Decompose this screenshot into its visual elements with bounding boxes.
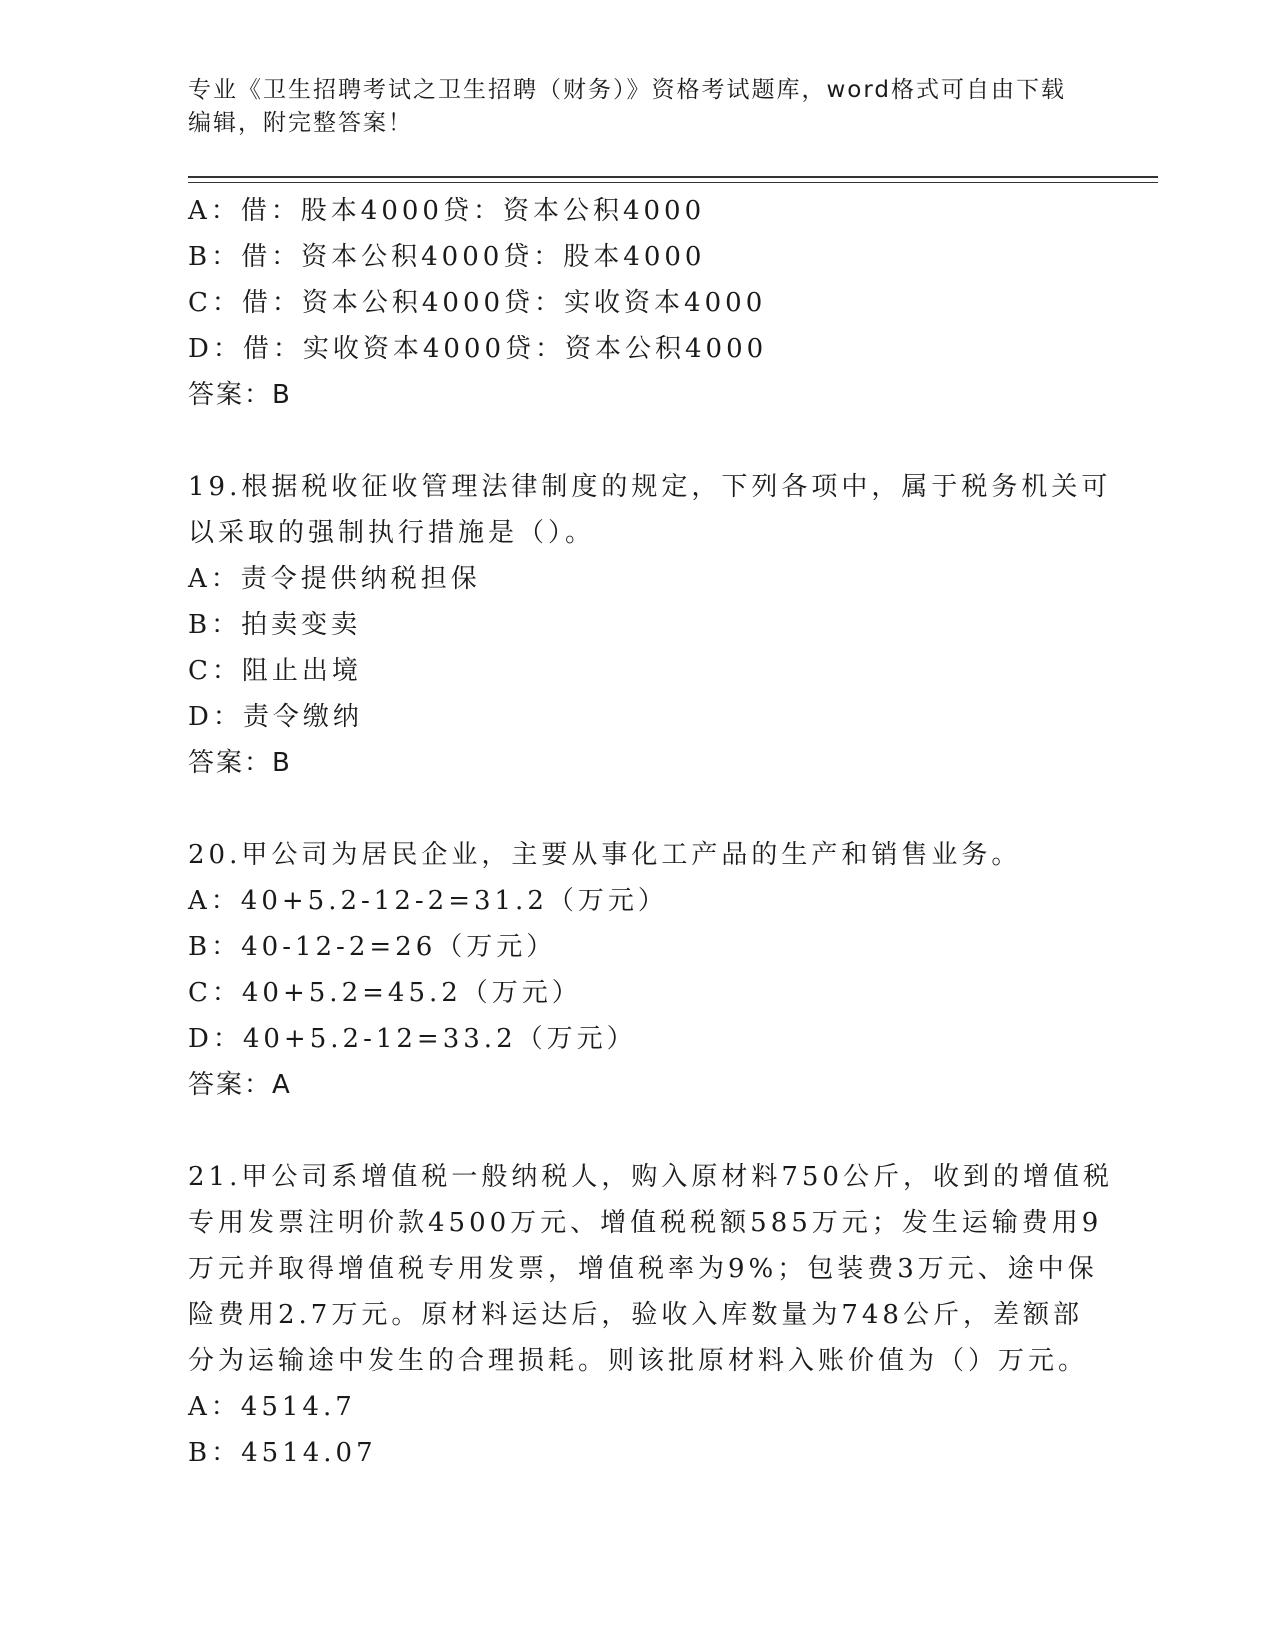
question-19 xyxy=(188,464,1112,786)
header-divider-thick xyxy=(188,176,1158,178)
question-20 xyxy=(188,832,1088,1108)
q18-option-c: C：借：资本公积4000贷：实收资本4000 xyxy=(188,288,767,318)
q21-stem-line-5: 分为运输途中发生的合理损耗。则该批原材料入账价值为（）万元。 xyxy=(188,1346,1089,1376)
document-header xyxy=(188,74,1088,140)
q21-stem-line-1: 21.甲公司系增值税一般纳税人，购入原材料750公斤，收到的增值税 xyxy=(188,1162,1113,1192)
q21-stem-line-3: 万元并取得增值税专用发票，增值税率为9%；包装费3万元、途中保 xyxy=(188,1254,1098,1284)
header-line-2: 编辑，附完整答案！ xyxy=(188,110,413,136)
header-divider-thin xyxy=(188,182,1158,183)
question-18 xyxy=(188,188,1088,418)
question-list xyxy=(188,188,1113,1476)
q19-stem-line-2: 以采取的强制执行措施是（）。 xyxy=(188,518,596,548)
q19-stem-line-1: 19.根据税收征收管理法律制度的规定，下列各项中，属于税务机关可 xyxy=(188,472,1112,502)
spacer xyxy=(188,1108,1088,1154)
q18-option-a: A：借：股本4000贷：资本公积4000 xyxy=(188,196,706,226)
spacer xyxy=(188,786,1088,832)
q21-stem-line-2: 专用发票注明价款4500万元、增值税税额585万元；发生运输费用9 xyxy=(188,1208,1103,1238)
q21-option-a: A：4514.7 xyxy=(188,1392,356,1422)
q20-option-c: C：40+5.2=45.2（万元） xyxy=(188,978,582,1008)
header-line-1: 专业《卫生招聘考试之卫生招聘（财务）》资格考试题库，word格式可自由下载 xyxy=(188,77,1067,103)
q18-option-d: D：借：实收资本4000贷：资本公积4000 xyxy=(188,334,768,364)
q19-option-d: D：责令缴纳 xyxy=(188,702,363,732)
q20-option-d: D：40+5.2-12=33.2（万元） xyxy=(188,1024,637,1054)
q20-answer: 答案：A xyxy=(188,1070,292,1100)
q21-option-b: B：4514.07 xyxy=(188,1438,377,1468)
q19-option-a: A：责令提供纳税担保 xyxy=(188,564,481,594)
q20-option-a: A：40+5.2-12-2=31.2（万元） xyxy=(188,886,668,916)
q19-answer: 答案：B xyxy=(188,748,292,778)
q21-stem-line-4: 险费用2.7万元。原材料运达后，验收入库数量为748公斤，差额部 xyxy=(188,1300,1083,1330)
spacer xyxy=(188,418,1088,464)
q18-option-b: B：借：资本公积4000贷：股本4000 xyxy=(188,242,706,272)
q20-stem-line-1: 20.甲公司为居民企业，主要从事化工产品的生产和销售业务。 xyxy=(188,840,1022,870)
question-21 xyxy=(188,1154,1113,1476)
q20-option-b: B：40-12-2=26（万元） xyxy=(188,932,557,962)
q19-option-b: B：拍卖变卖 xyxy=(188,610,362,640)
q19-option-c: C：阻止出境 xyxy=(188,656,362,686)
q18-answer: 答案：B xyxy=(188,380,292,410)
